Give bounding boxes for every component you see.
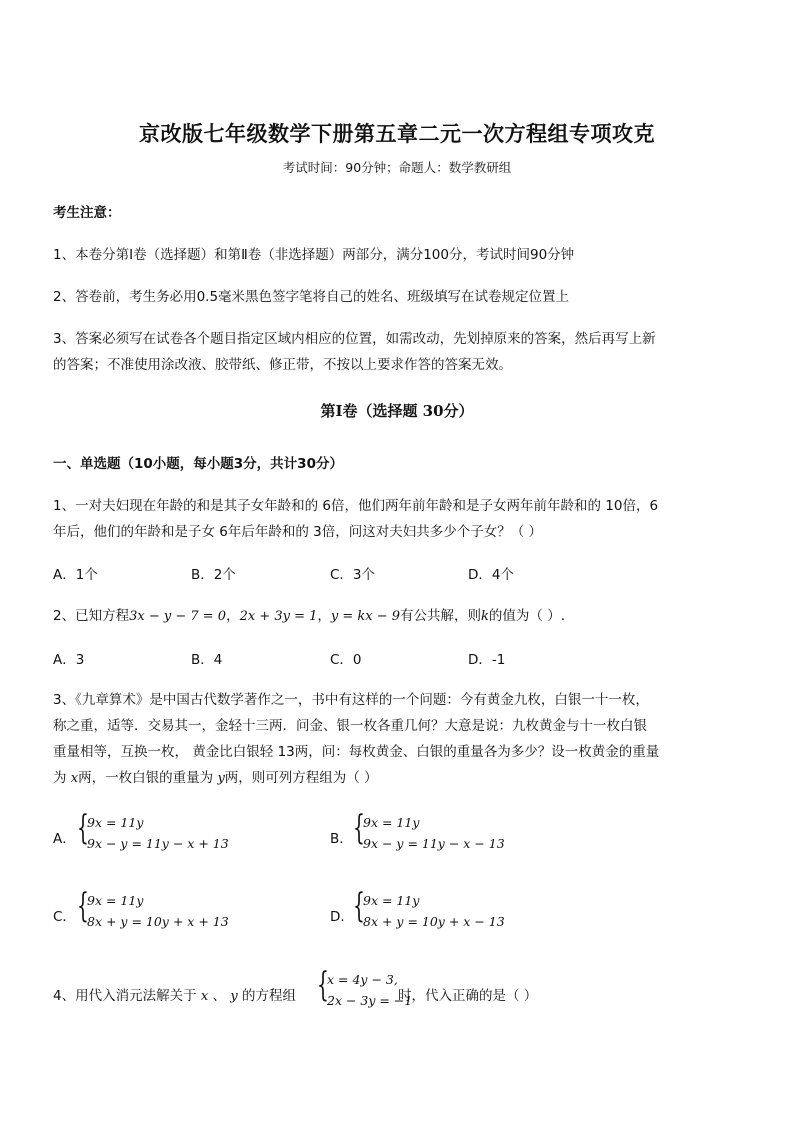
q2-equation-3: y = kx − 9 (330, 609, 401, 624)
q4-eq-2: 2x − 3y = −1 (327, 993, 413, 1008)
question-3-line-2: 称之重，适等．交易其一，金轻十三两．问金、银一枚各重几何？大意是说：九枚黄金与十一枚白银 (53, 718, 647, 734)
q2-separator-1: ， (226, 608, 240, 624)
q3-option-c[interactable] (53, 905, 76, 925)
notice-item-3-cont: 的答案；不准使用涂改液、胶带纸、修正带，不按以上要求作答的答案无效。 (53, 357, 512, 373)
notice-item-2: 2、答卷前，考生务必用0.5毫米黑色签字笔将自己的姓名、班级填写在试卷规定位置上 (53, 289, 570, 305)
question-3-line-3: 重量相等，互换一枚， 黄金比白银轻 13两，问：每枚黄金、白银的重量各为多少？设一枚黄金的重量 (53, 744, 660, 760)
q3-d-eq-2: 8x + y = 10y + x − 13 (363, 914, 505, 929)
q1-option-b[interactable]: B．2个 (191, 567, 236, 583)
q2-suffix: 的值为（ ）. (488, 608, 565, 624)
q3-d-eq-1: 9x = 11y (363, 893, 420, 908)
q3-text-c: 两，则可列方程组为（ ） (224, 770, 378, 786)
q1-option-a[interactable]: A．1个 (53, 567, 98, 583)
q3-b-eq-2: 9x − y = 11y − x − 13 (363, 836, 505, 851)
q3-text-a: 为 (53, 770, 67, 786)
q4-separator: 、 (212, 988, 227, 1004)
q2-prefix: 2、已知方程 (53, 608, 130, 624)
left-brace-icon: { (77, 886, 89, 926)
notice-item-3: 3、答案必须写在试卷各个题目指定区域内相应的位置，如需改动，先划掉原来的答案，然后再写上新 (53, 331, 656, 347)
q3-var-y: y (217, 771, 225, 786)
notice-item-1: 1、本卷分第Ⅰ卷（选择题）和第Ⅱ卷（非选择题）两部分，满分100分，考试时间90分钟 (53, 247, 575, 263)
q4-suffix: 时，代入正确的是（ ） (398, 988, 538, 1004)
q2-equation-2: 2x + 3y = 1 (239, 609, 318, 624)
q2-option-d[interactable]: D．-1 (468, 652, 506, 668)
q2-var-k: k (481, 609, 489, 624)
notice-heading: 考生注意： (53, 205, 121, 221)
exam-info: 考试时间：90分钟；命题人：数学教研组 (282, 160, 512, 175)
q2-equation-1: 3x − y − 7 = 0 (129, 609, 227, 624)
q3-option-a[interactable] (53, 827, 76, 847)
q4-prefix: 4、用代入消元法解关于 (53, 988, 197, 1004)
q3-option-b[interactable] (330, 827, 353, 847)
question-2 (53, 604, 565, 624)
q2-option-c[interactable]: C．0 (330, 652, 362, 668)
q2-option-a[interactable]: A．3 (53, 652, 85, 668)
q2-separator-2: ， (317, 608, 331, 624)
page-title: 京改版七年级数学下册第五章二元一次方程组专项攻克 (139, 121, 655, 146)
q2-mid: 有公共解，则 (400, 608, 482, 624)
q3-b-eq-1: 9x = 11y (363, 815, 420, 830)
q1-option-c[interactable]: C．3个 (330, 567, 376, 583)
q4-eq-1: x = 4y − 3, (327, 972, 398, 987)
question-4 (53, 984, 296, 1004)
q4-var-x: x (200, 989, 209, 1004)
q3-a-eq-1: 9x = 11y (87, 815, 144, 830)
left-brace-icon: { (353, 808, 365, 848)
left-brace-icon: { (77, 808, 89, 848)
q3-option-a-label: A． (53, 831, 76, 847)
q3-var-x: x (70, 771, 79, 786)
q3-option-c-label: C． (53, 909, 76, 925)
q2-option-b[interactable]: B．4 (191, 652, 223, 668)
q3-option-d-label: D． (330, 909, 354, 925)
q3-option-b-label: B． (330, 831, 353, 847)
question-3-line-4 (53, 766, 378, 786)
question-1-line-2: 年后，他们的年龄和是子女 6年后年龄和的 3倍，问这对夫妇共多少个子女？（ ） (53, 524, 543, 540)
question-1-line-1: 1、一对夫妇现在年龄的和是其子女年龄和的 6倍，他们两年前年龄和是子女两年前年龄和的 10倍，6 (53, 498, 659, 514)
q3-a-eq-2: 9x − y = 11y − x + 13 (87, 836, 229, 851)
question-3-line-1: 3、《九章算术》是中国古代数学著作之一，书中有这样的一个问题：今有黄金九枚，白银一十一枚， (53, 692, 649, 708)
q3-option-d[interactable] (330, 905, 354, 925)
left-brace-icon: { (317, 965, 329, 1005)
q3-text-b: 两，一枚白银的重量为 (78, 770, 214, 786)
q4-var-y: y (230, 989, 238, 1004)
part-heading: 一、单选题（10小题，每小题3分，共计30分） (53, 456, 343, 472)
q1-option-d[interactable]: D．4个 (468, 567, 514, 583)
q3-c-eq-2: 8x + y = 10y + x + 13 (87, 914, 229, 929)
section-title: 第Ⅰ卷（选择题 30分） (320, 402, 474, 420)
q3-c-eq-1: 9x = 11y (87, 893, 144, 908)
left-brace-icon: { (353, 886, 365, 926)
q4-mid: 的方程组 (241, 988, 296, 1004)
